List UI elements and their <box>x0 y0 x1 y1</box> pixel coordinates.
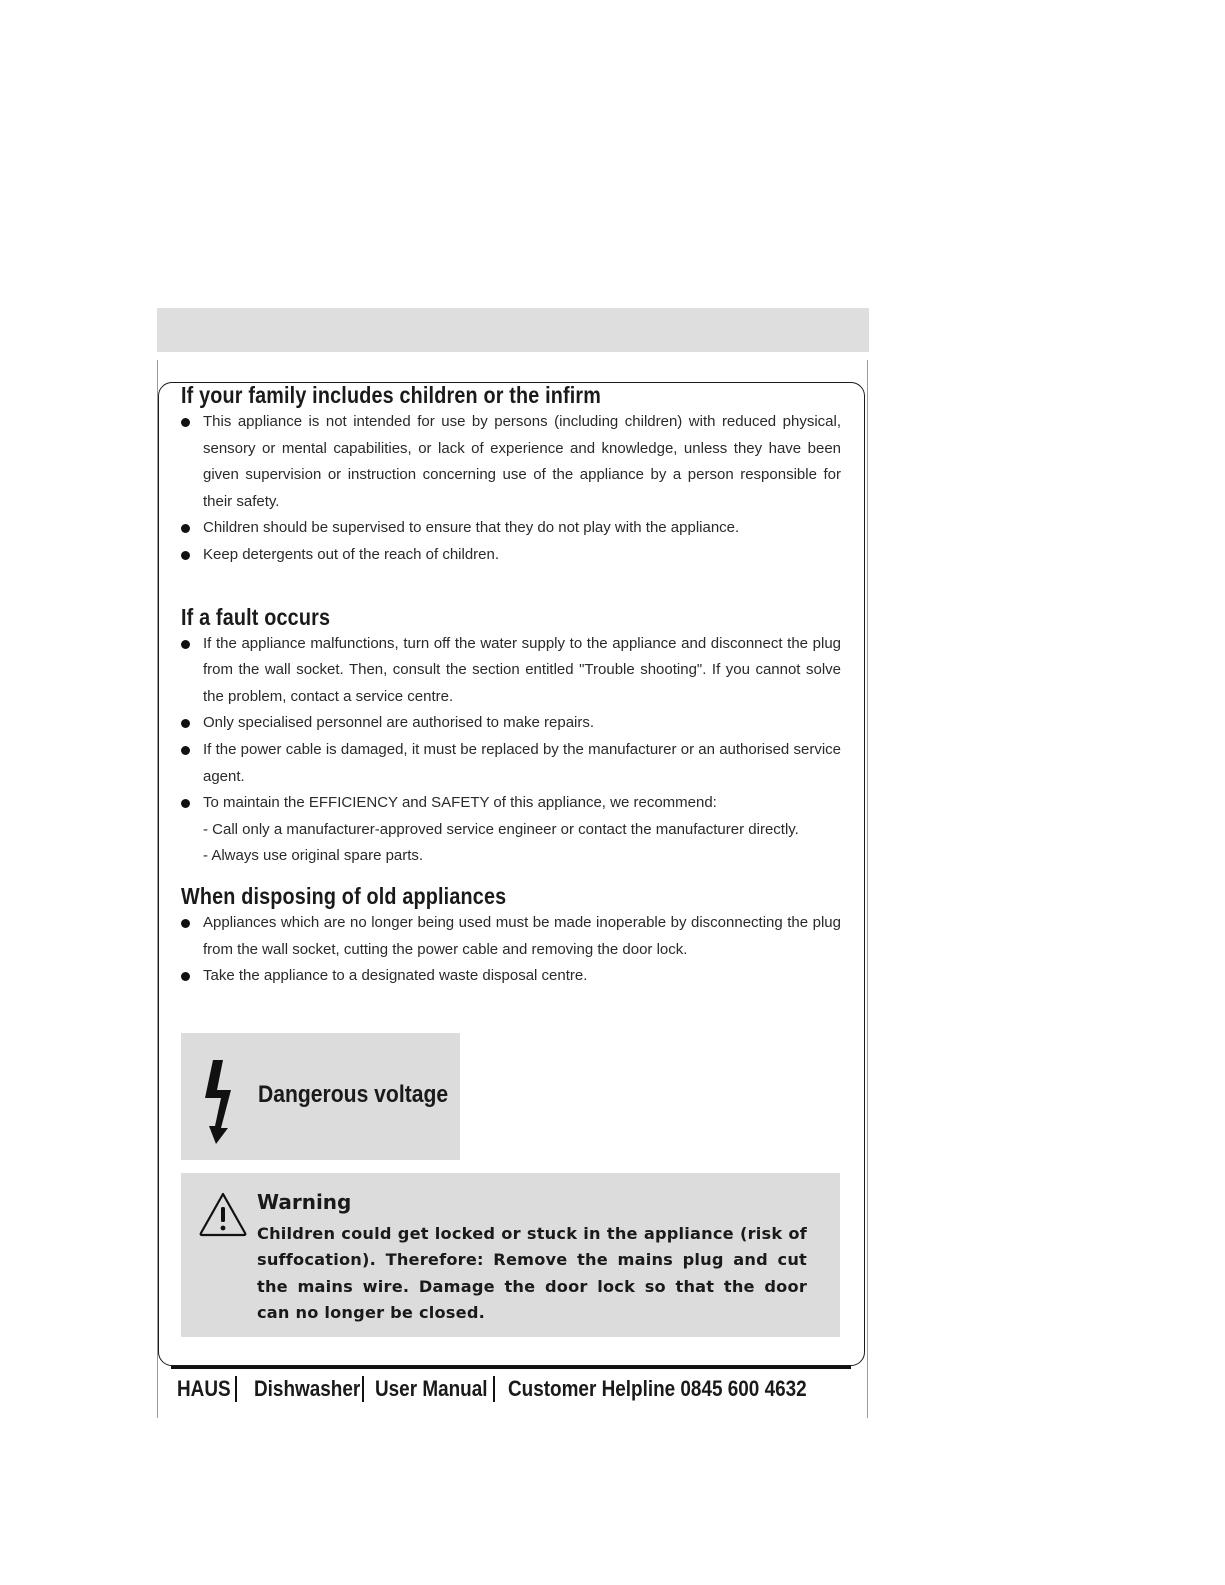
lightning-bolt-icon <box>203 1060 237 1144</box>
bullet-icon <box>181 799 190 808</box>
children-list <box>181 409 841 569</box>
footer-brand: HAUS <box>177 1376 231 1401</box>
bullet-icon <box>181 524 190 533</box>
list-item: Keep detergents out of the reach of children. <box>181 542 841 569</box>
page-border-right <box>867 360 868 1418</box>
bullet-icon <box>181 640 190 649</box>
list-item: Take the appliance to a designated waste disposal centre. <box>181 963 841 990</box>
warning-text: Children could get locked or stuck in the appliance (risk of suffocation). Therefore: Remove the mains plug and cut the mains wire. Damage the door lock so that the door can no longer be closed. <box>257 1224 807 1323</box>
warning-triangle-icon <box>198 1191 248 1237</box>
list-item: If the appliance malfunctions, turn off the water supply to the appliance and disconnect the plug from the wall socket. Then, consult the section entitled "Trouble shooting". If you cannot solve the problem, contact a service centre. <box>181 631 841 711</box>
list-item: Appliances which are no longer being used must be made inoperable by disconnecting the plug from the wall socket, cutting the power cable and removing the door lock. <box>181 910 841 963</box>
danger-label: Dangerous voltage <box>258 1081 449 1108</box>
footer-rule <box>171 1366 851 1369</box>
bullet-icon <box>181 746 190 755</box>
safety-content <box>181 380 841 990</box>
bullet-icon <box>181 719 190 728</box>
bullet-icon <box>181 972 190 981</box>
sub-item: - Call only a manufacturer-approved service engineer or contact the manufacturer directly. <box>203 820 799 838</box>
disposal-list <box>181 910 841 990</box>
fault-list <box>181 631 841 870</box>
header-band <box>157 308 869 352</box>
footer-separator <box>235 1376 237 1402</box>
bullet-icon <box>181 919 190 928</box>
bullet-icon <box>181 551 190 560</box>
footer-separator <box>362 1376 364 1402</box>
bullet-icon <box>181 418 190 427</box>
list-item: Only specialised personnel are authorised to make repairs. <box>181 710 841 737</box>
section-title-disposal: When disposing of old appliances <box>181 882 507 909</box>
section-title-fault: If a fault occurs <box>181 603 331 630</box>
footer <box>177 1372 855 1406</box>
list-item: Children should be supervised to ensure that they do not play with the appliance. <box>181 515 841 542</box>
footer-separator <box>493 1376 495 1402</box>
danger-voltage-box <box>181 1033 460 1160</box>
list-item: This appliance is not intended for use by persons (including children) with reduced physical, sensory or mental capabilities, or lack of experience and knowledge, unless they have been given supervision or instruction concerning use of the appliance by a person responsible for their safety. <box>181 409 841 515</box>
list-item: If the power cable is damaged, it must be replaced by the manufacturer or an authorised service agent. <box>181 737 841 790</box>
sub-item: - Always use original spare parts. <box>203 847 424 865</box>
warning-title: Warning <box>257 1190 352 1214</box>
list-item: To maintain the EFFICIENCY and SAFETY of this appliance, we recommend: - Call only a manufacturer-approved service engineer or contact the manufacturer directly. - Always use original spare parts. <box>181 790 841 870</box>
footer-helpline: Customer Helpline 0845 600 4632 <box>508 1376 807 1401</box>
footer-product: Dishwasher <box>254 1376 361 1401</box>
footer-doc: User Manual <box>375 1376 488 1401</box>
section-title-children: If your family includes children or the infirm <box>181 382 602 408</box>
warning-box <box>181 1173 840 1337</box>
